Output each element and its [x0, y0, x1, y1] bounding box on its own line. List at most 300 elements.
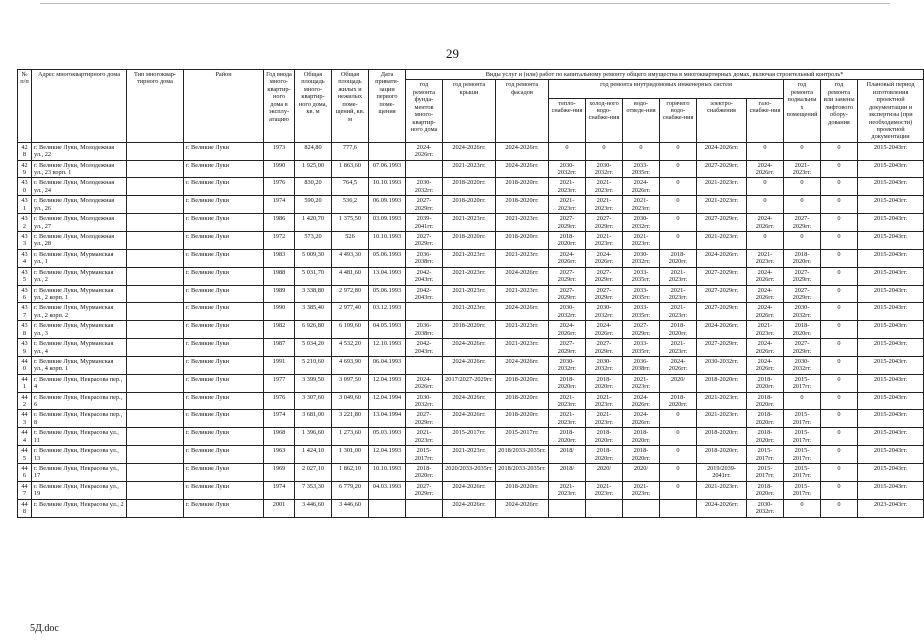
cell-cold: 2021-2023гг. [586, 196, 623, 214]
cell-type [127, 321, 184, 339]
cell-living: 1 375,50 [332, 214, 369, 232]
cell-lift: 0 [821, 178, 858, 196]
cell-district: г. Великие Луки [184, 303, 264, 321]
cell-type [127, 285, 184, 303]
cell-drain: 2021-2023гг. [623, 232, 660, 250]
cell-lift: 0 [821, 481, 858, 499]
cell-hot: 2021-2023гг. [660, 285, 697, 303]
cell-gas: 2024-2026гг. [747, 285, 784, 303]
cell-cold: 0 [586, 142, 623, 160]
cell-period: 2015-2043гг. [858, 196, 924, 214]
cell-period: 2015-2043гг. [858, 374, 924, 392]
cell-lift: 0 [821, 339, 858, 357]
cell-no: 431 [18, 196, 32, 214]
table-row [18, 463, 924, 481]
cell-lift: 0 [821, 303, 858, 321]
cell-total: 824,80 [295, 142, 332, 160]
cell-hot: 2018-2020гг. [660, 249, 697, 267]
capital-repair-table [17, 69, 924, 518]
cell-priv: 12.10.1993 [369, 339, 406, 357]
cell-no: 438 [18, 321, 32, 339]
header-drainage: водо-отведе-ния [623, 98, 660, 142]
cell-priv [369, 142, 406, 160]
cell-total: 7 353,30 [295, 481, 332, 499]
cell-drain: 2033-2035гг. [623, 267, 660, 285]
cell-drain: 2018-2020гг. [623, 428, 660, 446]
cell-found: 2030-2032гг. [406, 178, 443, 196]
cell-year: 1990 [264, 303, 295, 321]
cell-gas: 2024-2026гг. [747, 303, 784, 321]
cell-type [127, 428, 184, 446]
cell-cold: 2024-2026гг. [586, 249, 623, 267]
cell-priv: 10.10.1993 [369, 178, 406, 196]
cell-no: 444 [18, 428, 32, 446]
cell-drain: 2033-2035гг. [623, 160, 660, 178]
table-row [18, 160, 924, 178]
cell-drain: 2021-2023гг. [623, 374, 660, 392]
cell-hot: 0 [660, 214, 697, 232]
table-header [18, 70, 924, 143]
cell-address: г. Великие Луки, Мурманская ул., 2 корп. 2 [32, 303, 127, 321]
cell-period: 2015-2043гг. [858, 249, 924, 267]
cell-type [127, 356, 184, 374]
table-row [18, 214, 924, 232]
cell-facade: 2021-2023гг. [496, 285, 549, 303]
cell-district: г. Великие Луки [184, 142, 264, 160]
cell-roof: 2021-2023гг. [443, 446, 496, 464]
cell-roof: 2018-2020гг. [443, 232, 496, 250]
cell-facade: 2018/2033-2035гг. [496, 446, 549, 464]
cell-period: 2015-2043гг. [858, 267, 924, 285]
cell-period: 2015-2043гг. [858, 232, 924, 250]
cell-address: г. Великие Луки, Мурманская ул., 2 [32, 267, 127, 285]
cell-facade: 2024-2026гг. [496, 267, 549, 285]
cell-year: 1982 [264, 321, 295, 339]
table-row [18, 446, 924, 464]
cell-period: 2015-2043гг. [858, 321, 924, 339]
cell-address: г. Великие Луки, Некрасова пер., 6 [32, 392, 127, 410]
cell-period: 2015-2043гг. [858, 410, 924, 428]
header-total-area: Общая площадь много-квартир-ного дома, кв. м [295, 70, 332, 143]
cell-living: 3 446,60 [332, 499, 369, 517]
cell-base: 2015-2017гг. [784, 463, 821, 481]
cell-found: 2036-2038гг. [406, 321, 443, 339]
cell-cold: 2018-2020гг. [586, 374, 623, 392]
cell-drain: 2024-2026гг. [623, 410, 660, 428]
cell-base: 2027-2029гг. [784, 285, 821, 303]
cell-elec: 2021-2023гг. [697, 410, 747, 428]
header-year: Год ввода много-квартир-ного дома в эксплу-атацию [264, 70, 295, 143]
table-row [18, 249, 924, 267]
cell-total: 3 446,60 [295, 499, 332, 517]
cell-year: 1974 [264, 481, 295, 499]
cell-gas: 0 [747, 232, 784, 250]
page-number: 29 [446, 46, 459, 61]
cell-district: г. Великие Луки [184, 160, 264, 178]
cell-heat: 2030-2032гг. [549, 160, 586, 178]
cell-lift: 0 [821, 160, 858, 178]
cell-base: 2027-2029гг. [784, 339, 821, 357]
cell-facade: 2024-2026гг. [496, 142, 549, 160]
cell-type [127, 214, 184, 232]
table-row [18, 303, 924, 321]
cell-hot: 0 [660, 446, 697, 464]
cell-facade: 2018-2020гг. [496, 232, 549, 250]
cell-drain: 2030-2032гг. [623, 214, 660, 232]
cell-hot: 0 [660, 142, 697, 160]
cell-gas: 2024-2026гг. [747, 214, 784, 232]
cell-elec: 2019/2039-2041гг. [697, 463, 747, 481]
cell-living: 4 481,60 [332, 267, 369, 285]
cell-priv: 12.04.1994 [369, 392, 406, 410]
cell-drain: 2030-2032гг. [623, 249, 660, 267]
cell-district: г. Великие Луки [184, 374, 264, 392]
cell-facade: 2021-2023гг. [496, 321, 549, 339]
cell-total: 3 307,60 [295, 392, 332, 410]
cell-living: 1 273,60 [332, 428, 369, 446]
cell-facade: 2024-2026гг. [496, 499, 549, 517]
cell-lift: 0 [821, 392, 858, 410]
cell-total: 5 210,60 [295, 356, 332, 374]
cell-facade: 2018-2020гг. [496, 374, 549, 392]
cell-address: г. Великие Луки, Мурманская ул., 4 [32, 339, 127, 357]
cell-year: 1991 [264, 356, 295, 374]
cell-year: 2001 [264, 499, 295, 517]
cell-elec: 2024-2026гг. [697, 321, 747, 339]
cell-living: 3 049,60 [332, 392, 369, 410]
cell-period: 2015-2043гг. [858, 392, 924, 410]
cell-base: 2027-2029гг. [784, 214, 821, 232]
cell-hot: 0 [660, 178, 697, 196]
cell-type [127, 178, 184, 196]
table-row [18, 178, 924, 196]
cell-elec: 2021-2023гг. [697, 232, 747, 250]
cell-period: 2015-2043гг. [858, 214, 924, 232]
cell-heat: 2030-2032гг. [549, 356, 586, 374]
cell-address: г. Великие Луки, Некрасова пер., 4 [32, 374, 127, 392]
cell-elec: 2027-2029гг. [697, 303, 747, 321]
cell-district: г. Великие Луки [184, 481, 264, 499]
cell-priv: 05.03.1993 [369, 428, 406, 446]
cell-type [127, 303, 184, 321]
cell-type [127, 196, 184, 214]
cell-total: 5 034,20 [295, 339, 332, 357]
cell-address: г. Великие Луки, Молодежная ул., 24 [32, 178, 127, 196]
cell-elec: 2018-2020гг. [697, 446, 747, 464]
cell-elec: 2027-2029гг. [697, 339, 747, 357]
cell-lift: 0 [821, 499, 858, 517]
cell-hot: 0 [660, 196, 697, 214]
cell-total: 1 424,10 [295, 446, 332, 464]
cell-type [127, 392, 184, 410]
cell-found: 2027-2029гг. [406, 232, 443, 250]
cell-district: г. Великие Луки [184, 499, 264, 517]
cell-roof: 2024-2026гг. [443, 481, 496, 499]
cell-no: 435 [18, 267, 32, 285]
cell-roof: 2018-2020гг. [443, 321, 496, 339]
cell-year: 1963 [264, 446, 295, 464]
cell-roof: 2021-2023гг. [443, 303, 496, 321]
cell-type [127, 232, 184, 250]
cell-cold: 2027-2029гг. [586, 339, 623, 357]
cell-lift: 0 [821, 463, 858, 481]
cell-address: г. Великие Луки, Мурманская ул., 1 [32, 249, 127, 267]
cell-no: 447 [18, 481, 32, 499]
cell-hot: 2024-2026гг. [660, 356, 697, 374]
cell-roof: 2021-2023гг. [443, 249, 496, 267]
cell-lift: 0 [821, 410, 858, 428]
cell-period: 2015-2043гг. [858, 463, 924, 481]
cell-base: 2015-2017гг. [784, 428, 821, 446]
cell-heat: 2021-2023гг. [549, 481, 586, 499]
cell-district: г. Великие Луки [184, 285, 264, 303]
cell-gas: 2024-2026гг. [747, 356, 784, 374]
cell-found: 2021-2023гг. [406, 428, 443, 446]
cell-type [127, 160, 184, 178]
cell-heat: 2018/ [549, 446, 586, 464]
table-row [18, 196, 924, 214]
cell-total: 3 399,50 [295, 374, 332, 392]
cell-year: 1988 [264, 267, 295, 285]
cell-lift: 0 [821, 321, 858, 339]
cell-living: 2 977,40 [332, 303, 369, 321]
cell-address: г. Великие Луки, Некрасова ул., 11 [32, 428, 127, 446]
cell-total: 590,20 [295, 196, 332, 214]
cell-base: 2018-2020гг. [784, 249, 821, 267]
cell-base: 2030-2032гг. [784, 303, 821, 321]
cell-period: 2015-2043гг. [858, 303, 924, 321]
cell-lift: 0 [821, 249, 858, 267]
cell-roof: 2024-2026гг. [443, 339, 496, 357]
cell-address: г. Великие Луки, Молодежная ул., 28 [32, 232, 127, 250]
cell-no: 437 [18, 303, 32, 321]
cell-base: 0 [784, 232, 821, 250]
cell-drain: 2024-2026гг. [623, 392, 660, 410]
cell-base: 2030-2032гг. [784, 356, 821, 374]
header-heat: тепло-снабже-ния [549, 98, 586, 142]
cell-address: г. Великие Луки, Некрасова ул., 17 [32, 463, 127, 481]
header-type: Тип многоквар-тирного дома [127, 70, 184, 143]
header-district: Район [184, 70, 264, 143]
cell-lift: 0 [821, 446, 858, 464]
cell-priv: 05.06.1993 [369, 249, 406, 267]
cell-hot: 2018-2020гг. [660, 392, 697, 410]
cell-type [127, 339, 184, 357]
cell-period: 2015-2043гг. [858, 446, 924, 464]
cell-elec: 2024-2026гг. [697, 499, 747, 517]
cell-living: 4 493,30 [332, 249, 369, 267]
cell-no: 446 [18, 463, 32, 481]
cell-drain: 2018-2020гг. [623, 446, 660, 464]
cell-address: г. Великие Луки, Некрасова ул., 19 [32, 481, 127, 499]
cell-year: 1976 [264, 178, 295, 196]
cell-roof: 2021-2023гг. [443, 214, 496, 232]
cell-facade: 2024-2026гг. [496, 160, 549, 178]
table-row [18, 499, 924, 517]
cell-gas: 0 [747, 178, 784, 196]
cell-found: 2042-2043гг. [406, 267, 443, 285]
cell-period: 2015-2043гг. [858, 178, 924, 196]
cell-district: г. Великие Луки [184, 356, 264, 374]
cell-total: 3 338,80 [295, 285, 332, 303]
cell-living: 6 109,60 [332, 321, 369, 339]
cell-year: 1990 [264, 160, 295, 178]
cell-gas: 2024-2026гг. [747, 339, 784, 357]
cell-found [406, 356, 443, 374]
cell-priv: 03.09.1993 [369, 214, 406, 232]
cell-total: 2 027,10 [295, 463, 332, 481]
cell-heat: 2027-2029гг. [549, 285, 586, 303]
cell-period: 2015-2043гг. [858, 339, 924, 357]
cell-living: 536,2 [332, 196, 369, 214]
cell-no: 434 [18, 249, 32, 267]
cell-period: 2023-2043гг. [858, 499, 924, 517]
cell-drain: 0 [623, 142, 660, 160]
cell-drain [623, 499, 660, 517]
cell-elec: 2021-2023гг. [697, 178, 747, 196]
header-systems-group: год ремонта внутридомовых инженерных систем [549, 80, 784, 98]
cell-cold: 2020/ [586, 463, 623, 481]
cell-living: 3 097,50 [332, 374, 369, 392]
cell-no: 429 [18, 160, 32, 178]
cell-hot: 0 [660, 410, 697, 428]
cell-found: 2039-2041гг. [406, 214, 443, 232]
cell-gas: 2018-2020гг. [747, 428, 784, 446]
cell-facade: 2024-2026гг. [496, 356, 549, 374]
cell-year: 1989 [264, 285, 295, 303]
cell-year: 1976 [264, 392, 295, 410]
cell-no: 436 [18, 285, 32, 303]
cell-priv: 10.10.1993 [369, 232, 406, 250]
cell-hot: 2021-2023гг. [660, 303, 697, 321]
table-row [18, 267, 924, 285]
cell-hot: 0 [660, 160, 697, 178]
cell-elec: 2027-2029гг. [697, 160, 747, 178]
cell-roof: 2021-2023гг. [443, 285, 496, 303]
cell-found: 2027-2029гг. [406, 481, 443, 499]
cell-heat: 2021-2023гг. [549, 196, 586, 214]
cell-roof: 2021-2023гг. [443, 160, 496, 178]
cell-cold: 2021-2023гг. [586, 481, 623, 499]
cell-heat: 2024-2026гг. [549, 249, 586, 267]
cell-type [127, 463, 184, 481]
cell-cold: 2027-2029гг. [586, 214, 623, 232]
cell-hot: 0 [660, 481, 697, 499]
table-body [18, 142, 924, 517]
cell-hot: 0 [660, 428, 697, 446]
cell-district: г. Великие Луки [184, 446, 264, 464]
cell-type [127, 267, 184, 285]
cell-year: 1983 [264, 249, 295, 267]
cell-lift: 0 [821, 142, 858, 160]
cell-facade: 2018-2020гг. [496, 481, 549, 499]
header-address: Адрес многоквартирного дома [32, 70, 127, 143]
cell-priv: 05.06.1993 [369, 285, 406, 303]
cell-cold: 2021-2023гг. [586, 410, 623, 428]
cell-cold: 2030-2032гг. [586, 160, 623, 178]
cell-priv: 07.06.1993 [369, 160, 406, 178]
cell-district: г. Великие Луки [184, 428, 264, 446]
top-rule [40, 3, 890, 4]
cell-roof: 2021-2023гг. [443, 267, 496, 285]
cell-total: 573,20 [295, 232, 332, 250]
cell-district: г. Великие Луки [184, 410, 264, 428]
cell-address: г. Великие Луки, Мурманская ул., 2 корп. 1 [32, 285, 127, 303]
cell-gas: 2024-2026гг. [747, 160, 784, 178]
cell-living: 777,6 [332, 142, 369, 160]
cell-drain: 2036-2038гг. [623, 356, 660, 374]
cell-gas: 2018-2020гг. [747, 392, 784, 410]
cell-facade: 2018-2020гг. [496, 178, 549, 196]
cell-found [406, 303, 443, 321]
cell-total: 1 420,70 [295, 214, 332, 232]
cell-heat: 2027-2029гг. [549, 267, 586, 285]
cell-period: 2015-2043гг. [858, 142, 924, 160]
header-electric: электро-снабжения [697, 98, 747, 142]
cell-living: 764,5 [332, 178, 369, 196]
cell-elec: 2021-2023гг. [697, 481, 747, 499]
header-living-area: Общая площадь жилых и нежилых поме-щений, кв. м [332, 70, 369, 143]
cell-no: 441 [18, 374, 32, 392]
cell-lift: 0 [821, 374, 858, 392]
cell-address: г. Великие Луки, Мурманская ул., 3 [32, 321, 127, 339]
header-elevator: год ремонта или замены лифтового обору-дования [821, 80, 858, 142]
cell-total: 5 009,30 [295, 249, 332, 267]
cell-heat [549, 499, 586, 517]
cell-hot: 0 [660, 463, 697, 481]
cell-gas: 2018-2020гг. [747, 410, 784, 428]
cell-roof: 2015-2017гг. [443, 428, 496, 446]
cell-year: 1968 [264, 428, 295, 446]
cell-year: 1972 [264, 232, 295, 250]
cell-type [127, 499, 184, 517]
cell-district: г. Великие Луки [184, 392, 264, 410]
cell-district: г. Великие Луки [184, 267, 264, 285]
cell-living: 6 779,20 [332, 481, 369, 499]
cell-living: 1 862,10 [332, 463, 369, 481]
cell-no: 430 [18, 178, 32, 196]
cell-gas: 0 [747, 142, 784, 160]
cell-hot: 2020/ [660, 374, 697, 392]
table-row [18, 232, 924, 250]
cell-found [406, 499, 443, 517]
cell-district: г. Великие Луки [184, 214, 264, 232]
cell-hot: 2021-2023гг. [660, 339, 697, 357]
cell-heat: 2024-2026гг. [549, 321, 586, 339]
cell-drain: 2033-2035гг. [623, 285, 660, 303]
cell-found: 2027-2029гг. [406, 196, 443, 214]
cell-roof: 2024-2026гг. [443, 142, 496, 160]
cell-total: 5 031,70 [295, 267, 332, 285]
cell-type [127, 410, 184, 428]
cell-heat: 0 [549, 142, 586, 160]
cell-elec: 2024-2026гг. [697, 142, 747, 160]
cell-type [127, 481, 184, 499]
cell-elec: 2030-2032гг. [697, 356, 747, 374]
cell-district: г. Великие Луки [184, 339, 264, 357]
header-roof: год ремонта крыши [443, 80, 496, 142]
cell-year: 1977 [264, 374, 295, 392]
cell-cold: 2021-2023гг. [586, 178, 623, 196]
cell-living: 526 [332, 232, 369, 250]
table-row [18, 356, 924, 374]
cell-cold: 2030-2032гг. [586, 356, 623, 374]
cell-found: 2024-2026гг. [406, 374, 443, 392]
cell-found: 2027-2029гг. [406, 410, 443, 428]
cell-drain: 2033-2035гг. [623, 303, 660, 321]
cell-heat: 2018/ [549, 463, 586, 481]
table-row [18, 339, 924, 357]
